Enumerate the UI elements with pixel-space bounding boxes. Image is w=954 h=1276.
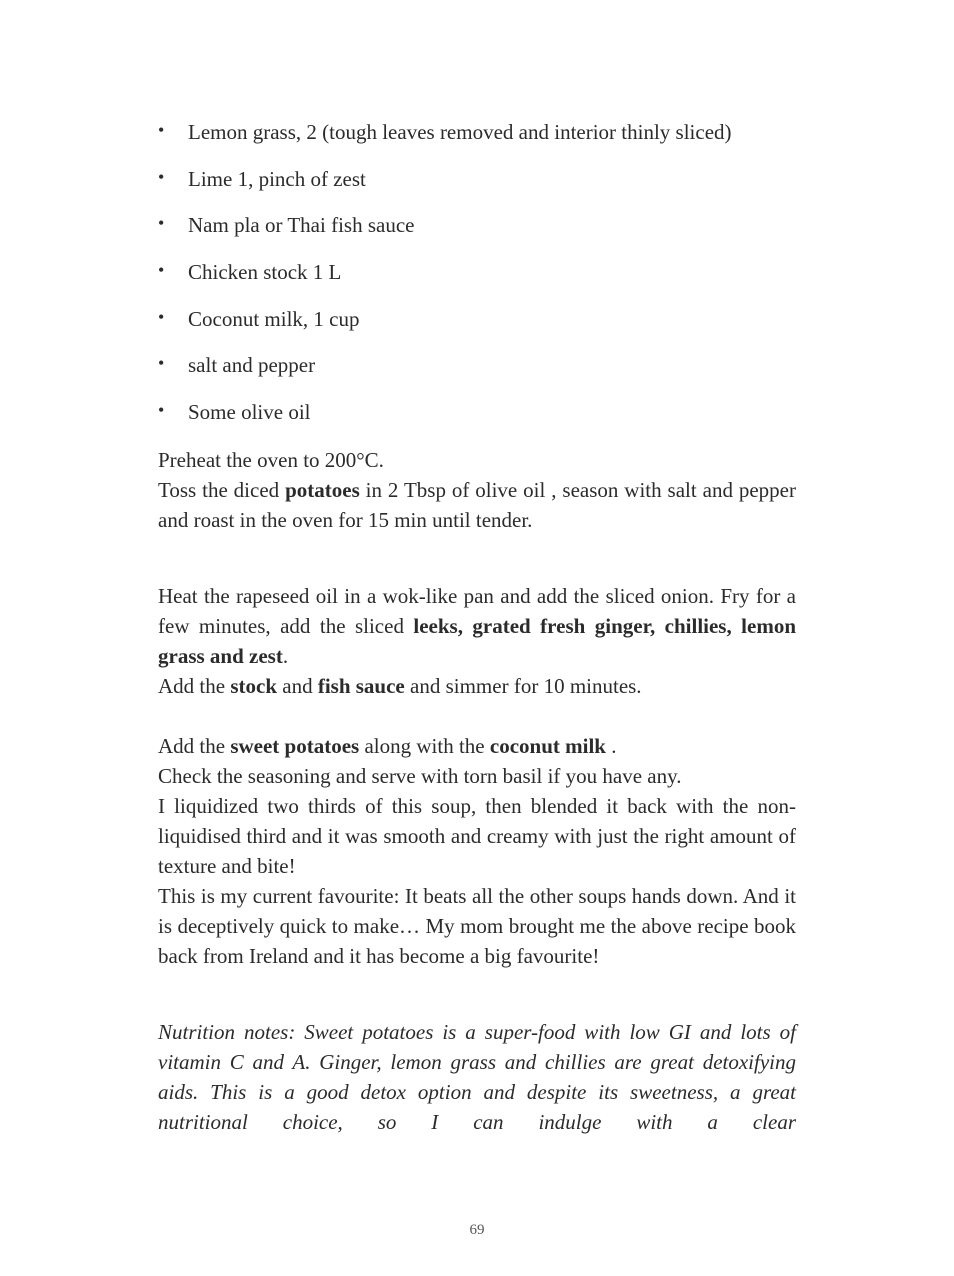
toss-paragraph: Toss the diced potatoes in 2 Tbsp of olive oil , season with salt and pepper and roast in the oven for 15 min until tender. <box>158 478 796 533</box>
bullet-icon: • <box>158 400 165 421</box>
check-seasoning-paragraph: Check the seasoning and serve with torn basil if you have any. <box>158 764 682 789</box>
heat-paragraph: Heat the rapeseed oil in a wok-like pan and add the sliced onion. Fry for a few minutes, add the sliced leeks, grated fresh ginger, chillies, lemon grass and zest. <box>158 584 797 669</box>
nutrition-notes <box>158 1017 796 1137</box>
list-item: • salt and pepper <box>158 350 796 380</box>
bullet-icon: • <box>158 260 165 281</box>
list-item: • Nam pla or Thai fish sauce <box>158 210 796 240</box>
list-item: • Coconut milk, 1 cup <box>158 304 796 334</box>
bullet-icon: • <box>158 166 165 187</box>
liquidized-paragraph: I liquidized two thirds of this soup, then blended it back with the non-liquidised third and it was smooth and creamy with just the right amount of texture and bite! <box>158 794 796 879</box>
bullet-icon: • <box>158 306 165 327</box>
nutrition-notes-paragraph: Nutrition notes: Sweet potatoes is a super-food with low GI and lots of vitamin C and A. Ginger, lemon grass and chillies are great detoxifying aids. This is a good detox option and despite its sweetness, a great nutritional choice, so I can indulge with a clear <box>158 1020 796 1135</box>
bullet-icon: • <box>158 120 165 140</box>
preheat-line: Preheat the oven to 200°C. <box>158 448 384 473</box>
add-sweet-potatoes-paragraph: Add the sweet potatoes along with the coconut milk . <box>158 734 617 759</box>
list-item: • Lime 1, pinch of zest <box>158 164 796 194</box>
page-content <box>158 117 796 1137</box>
list-item: • Lemon grass, 2 (tough leaves removed and interior thinly sliced) <box>158 117 796 147</box>
list-item: • Chicken stock 1 L <box>158 257 796 287</box>
page-number: 69 <box>469 1222 485 1238</box>
list-item: • Some olive oil <box>158 397 796 427</box>
bullet-icon: • <box>158 213 165 234</box>
nutrition-notes-label: Nutrition notes <box>158 1020 289 1045</box>
stock-paragraph: Add the stock and fish sauce and simmer for 10 minutes. <box>158 674 642 699</box>
ingredient-list <box>158 117 796 427</box>
bullet-icon: • <box>158 353 165 374</box>
favourite-paragraph: This is my current favourite: It beats all the other soups hands down. And it is deceptively quick to make… My mom brought me the above recipe book back from Ireland and it has become a big favourite! <box>158 884 796 969</box>
oven-instructions <box>158 445 796 535</box>
finish-instructions <box>158 731 796 971</box>
heat-instructions <box>158 581 796 701</box>
